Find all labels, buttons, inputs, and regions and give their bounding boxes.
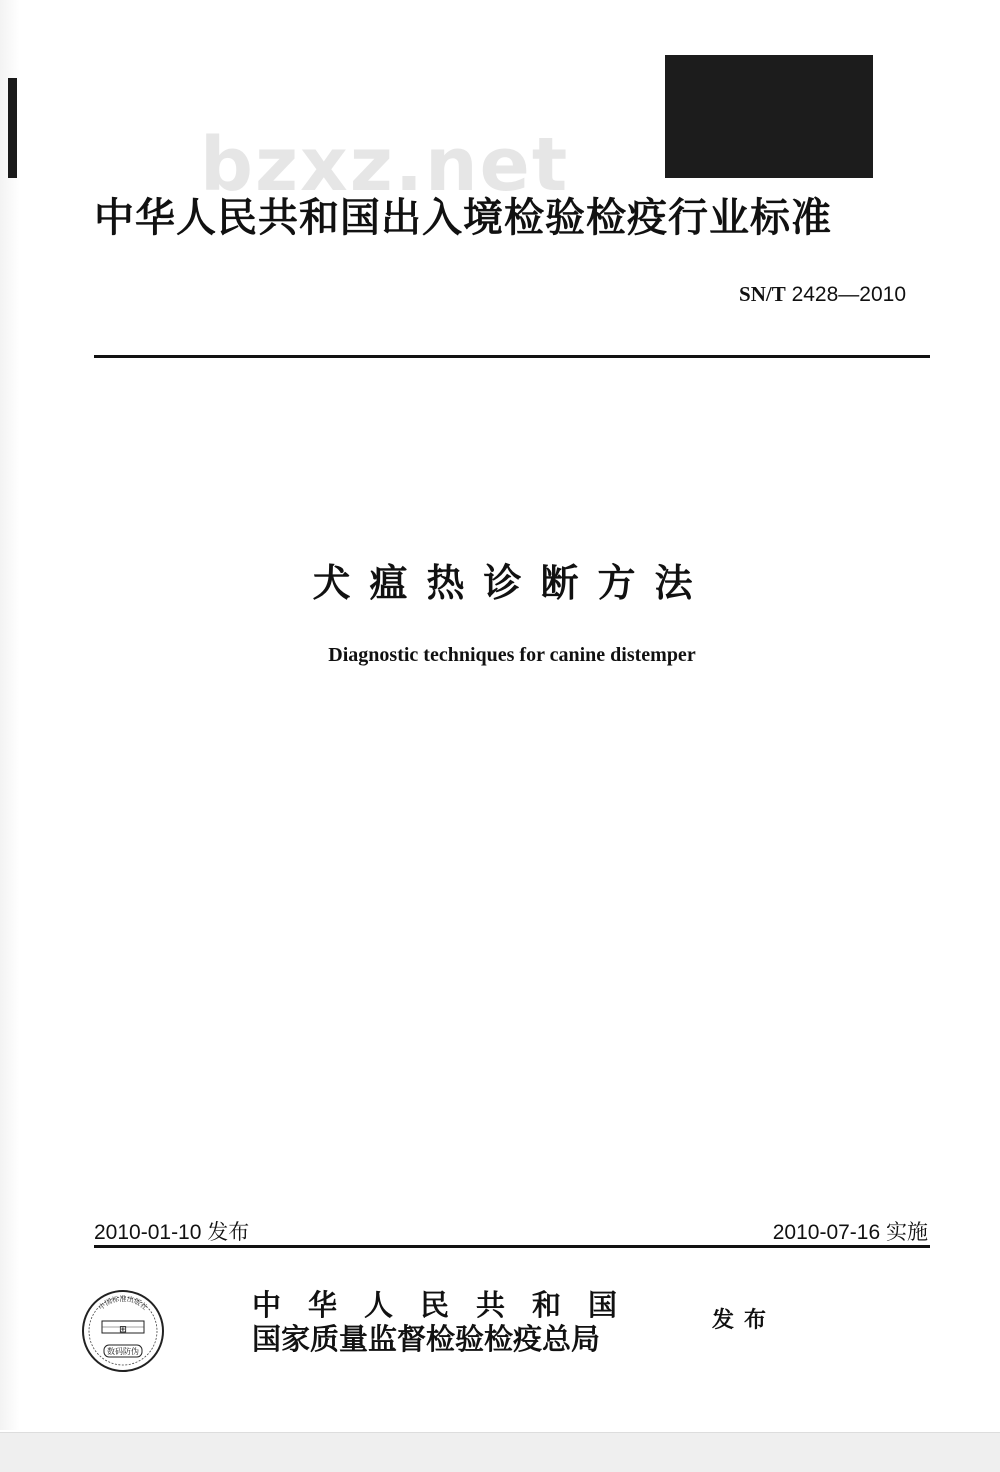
- issue-date: 2010-01-10 发布: [94, 1221, 250, 1244]
- standard-code-number: 2428—2010: [791, 283, 906, 306]
- page-left-edge: [0, 0, 20, 1430]
- header-divider: [94, 355, 930, 358]
- publisher-names: [252, 1288, 644, 1356]
- watermark: bzxz.net: [200, 122, 570, 208]
- standard-title-cn: 犬瘟热诊断方法: [312, 561, 712, 605]
- redaction-block: [665, 55, 873, 178]
- publisher-seal-icon: [80, 1288, 166, 1374]
- publisher-line-2: 国家质量监督检验检疫总局: [252, 1322, 601, 1356]
- scan-edge-mark: [8, 78, 17, 178]
- seal-top-text: 中国标准出版社: [97, 1295, 149, 1312]
- seal-bottom-text: 数码防伪: [107, 1347, 139, 1356]
- publish-label: 发布: [712, 1308, 777, 1333]
- document-category-title: 中华人民共和国出入境检验检疫行业标准: [94, 195, 832, 241]
- viewer-bottom-strip: [0, 1432, 1000, 1472]
- standard-code-prefix: SN/T: [739, 282, 786, 306]
- publisher-line-1: 中华人民共和国: [252, 1288, 645, 1322]
- footer-divider: [94, 1245, 930, 1248]
- implementation-date: 2010-07-16 实施: [772, 1221, 928, 1244]
- seal-center-glyph: ⊞: [119, 1325, 127, 1335]
- standard-code: [739, 282, 906, 307]
- standard-title-en: Diagnostic techniques for canine distemper: [328, 644, 696, 666]
